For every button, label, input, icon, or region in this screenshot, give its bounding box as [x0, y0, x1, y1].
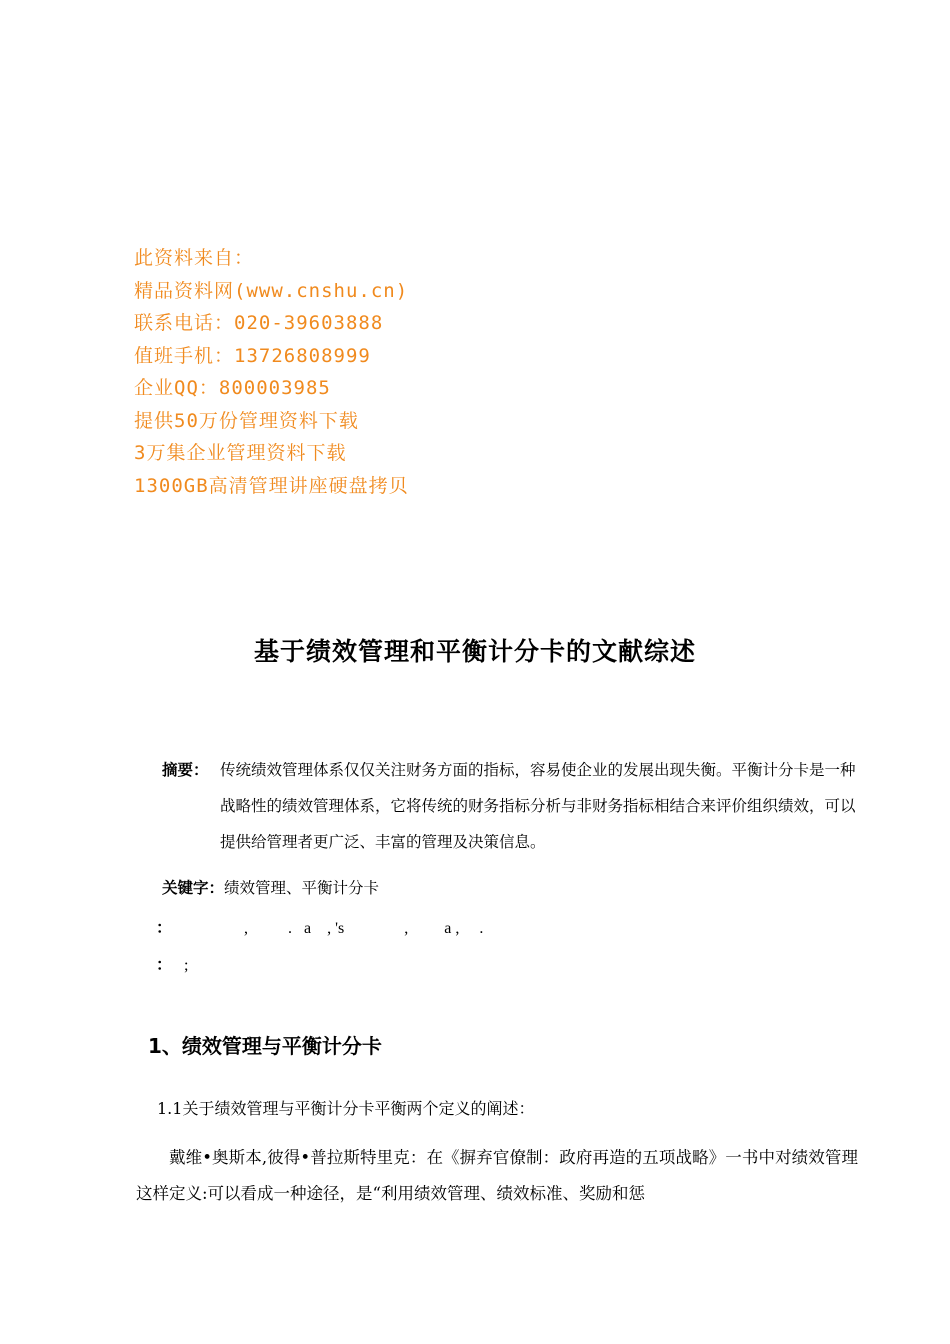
ad-line-phone: 联系电话：020-39603888	[134, 312, 384, 334]
document-title: 基于绩效管理和平衡计分卡的文献综述	[253, 637, 696, 666]
ad-line-offer-1: 提供50万份管理资料下载	[134, 409, 359, 432]
ad-line-offer-2: 3万集企业管理资料下载	[134, 442, 347, 464]
garbled-colon: ：	[156, 957, 173, 974]
section-heading: 1、绩效管理与平衡计分卡	[148, 1034, 382, 1058]
ad-line-qq: 企业QQ：800003985	[134, 377, 331, 399]
ad-line-source: 此资料来自：	[134, 247, 255, 269]
keywords-value: 绩效管理、平衡计分卡	[224, 879, 380, 897]
abstract	[162, 752, 862, 860]
ad-line-offer-3: 1300GB高清管理讲座硬盘拷贝	[134, 474, 409, 497]
source-advertisement	[134, 242, 554, 502]
body-paragraph: 戴维•奥斯本,彼得•普拉斯特里克：在《摒弃官僚制：政府再造的五项战略》一书中对绩效管理这样定义:可以看成一种途径，是“利用绩效管理、绩效标准、奖励和惩	[136, 1148, 858, 1203]
keywords	[162, 874, 379, 902]
ad-line-website: 精品资料网(www.cnshu.cn)	[134, 279, 409, 302]
garbled-english-keywords-line	[156, 952, 188, 975]
ad-line-mobile: 值班手机：13726808999	[134, 344, 371, 367]
garbled-english-abstract-line	[156, 915, 483, 938]
subsection-heading: 1.1关于绩效管理与平衡计分卡平衡两个定义的阐述：	[157, 1099, 535, 1118]
garbled-text: ;	[172, 957, 189, 974]
keywords-label: 关键字：	[162, 879, 225, 897]
garbled-text: , . a , 's , a , .	[172, 920, 484, 937]
abstract-label: 摘要：	[162, 761, 209, 779]
garbled-colon: ：	[156, 920, 173, 937]
abstract-text: 传统绩效管理体系仅仅关注财务方面的指标，容易使企业的发展出现失衡。平衡计分卡是一种战略性的绩效管理体系，它将传统的财务指标分析与非财务指标相结合来评价组织绩效，可以提供给管理者更广泛、丰富的管理及决策信息。	[220, 761, 856, 851]
